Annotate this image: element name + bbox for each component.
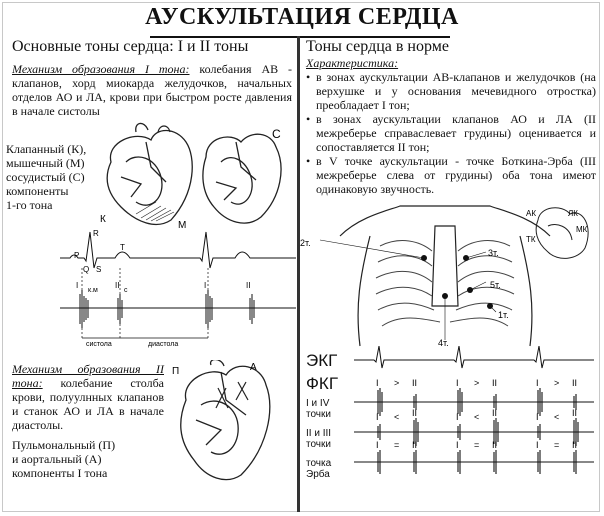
ecg-label-r: R	[93, 229, 99, 238]
component-item: 1-го тона	[6, 198, 53, 212]
tone-mark: I	[376, 440, 379, 450]
ecg-pcg-diagram	[60, 228, 296, 348]
tone-mark: I	[456, 378, 459, 388]
tone-mark: I	[376, 378, 379, 388]
tone-mark: I	[536, 378, 539, 388]
tone-mark: II	[492, 440, 498, 450]
heart2-label-p: П	[172, 366, 180, 377]
tone-mark: =	[394, 440, 400, 450]
heart-label-c: С	[272, 127, 281, 141]
characteristics-block	[306, 56, 596, 196]
phase-systole: систола	[86, 341, 112, 348]
tone-mark: I	[456, 440, 459, 450]
row-label-line: I и IV	[306, 398, 330, 409]
tone-mark: II	[572, 378, 578, 388]
tone-mark: II	[492, 378, 498, 388]
mechanism-1-paragraph	[12, 62, 292, 118]
component-item: компоненты	[6, 184, 69, 198]
row-label-line: точки	[306, 439, 331, 450]
components-2-list	[12, 438, 162, 480]
heart2-label-a: А	[250, 362, 257, 373]
pcg-label-tone1: I	[76, 281, 79, 290]
valve-label-ak: АК	[526, 209, 536, 218]
characteristic-item: • в зонах аускультации клапанов АО и ЛА (II межреберье справаслевает грудины) оценивается и сопоставляется II тон;	[306, 112, 596, 154]
tone-mark: >	[554, 378, 560, 388]
valve-label-lk: ЛК	[568, 209, 578, 218]
tone-mark: >	[394, 378, 400, 388]
characteristic-item: • в V точке аускультации - точке Боткина-Эрба (III межреберье слева от грудины) оба тона имеют одинаковую звучность.	[306, 154, 596, 196]
pcg-label-tone2: II	[115, 281, 120, 290]
component-item: и аортальный (А)	[12, 452, 102, 466]
component-item: компоненты I тона	[12, 466, 108, 480]
tone-mark: II	[572, 440, 578, 450]
point-label-1: 1т.	[498, 310, 509, 320]
tone-mark: <	[554, 412, 560, 422]
row-label-line: точка	[306, 458, 332, 469]
tone-mark: II	[412, 440, 418, 450]
characteristics-label: Характеристика:	[306, 56, 399, 70]
comparison-row-labels	[306, 350, 354, 486]
components-1-list	[6, 142, 96, 212]
row-label-line: Эрба	[306, 469, 330, 480]
tone-mark: II	[412, 378, 418, 388]
row-label-line: II и III	[306, 428, 332, 439]
mechanism-1-label: Механизм образования I тона:	[12, 62, 190, 76]
page-title: АУСКУЛЬТАЦИЯ СЕРДЦА	[145, 4, 459, 30]
ecg-label-s: S	[96, 265, 102, 274]
tone-mark: II	[412, 408, 418, 418]
ecg-label-t: T	[120, 243, 125, 252]
component-item: Клапанный (К),	[6, 142, 87, 156]
tone-mark: I	[536, 440, 539, 450]
mechanism-2-text: колебание столба крови, полуулнных клапанов и станок АО и ЛА в начале диастолы.	[12, 376, 164, 432]
valve-label-mk: МК	[576, 225, 588, 234]
tone-mark: <	[474, 412, 480, 422]
row-label-ecg: ЭКГ	[306, 351, 338, 370]
phase-diastole: диастола	[148, 341, 179, 348]
characteristic-item: • в зонах аускультации АВ-клапанов и желудочков (на верхушке и у основания мечевидного отростка) преобладает I тон;	[306, 70, 596, 112]
row-label-pcg: ФКГ	[306, 374, 339, 393]
mechanism-1-text: колебания АВ - клапанов, хорд миокарда желудочков, начальных отделов АО и ЛА, крови при быстром росте давления в начале систолы	[12, 62, 293, 118]
tone-mark: I	[536, 412, 539, 422]
point-label-2: 2т.	[300, 238, 311, 248]
heart-label-k: К	[100, 214, 106, 225]
tone-mark: I	[376, 412, 379, 422]
ecg-label-q: Q	[83, 265, 90, 274]
pcg-label-km: к.м	[88, 287, 98, 294]
tone-mark: <	[394, 412, 400, 422]
point-label-5: 5т.	[490, 280, 501, 290]
left-heading: Основные тоны сердца: I и II тоны	[12, 38, 249, 55]
row-label-points-2-3	[306, 426, 354, 456]
tone-mark: =	[474, 440, 480, 450]
chest-auscultation-diagram	[300, 196, 594, 348]
ecg-label-p: P	[74, 251, 80, 260]
right-heading: Тоны сердца в норме	[306, 38, 449, 55]
point-label-3: 3т.	[488, 248, 499, 258]
valve-label-tk: ТК	[526, 235, 536, 244]
tone-mark: =	[554, 440, 560, 450]
row-label-erb	[306, 456, 354, 486]
tone-mark: II	[572, 408, 578, 418]
mechanism-2-label: Механизм образования II тона:	[12, 362, 164, 390]
mechanism-2-paragraph	[12, 362, 164, 432]
heart-diagrams-1	[96, 122, 292, 232]
component-item: сосудистый (С)	[6, 170, 85, 184]
row-label-points-1-4	[306, 396, 354, 426]
tone-mark: I	[456, 412, 459, 422]
heart-diagram-2	[166, 360, 292, 490]
pcg-label-tone1b: I	[204, 281, 207, 290]
row-label-line: точки	[306, 409, 331, 420]
pcg-label-c: с	[124, 287, 128, 294]
component-item: Пульмональный (П)	[12, 438, 116, 452]
tone-mark: II	[492, 408, 498, 418]
heart-label-m: М	[178, 220, 187, 231]
component-item: мышечный (М)	[6, 156, 85, 170]
point-label-4: 4т.	[438, 338, 449, 348]
pcg-label-tone2b: II	[246, 281, 251, 290]
comparison-traces	[354, 346, 594, 496]
tone-mark: >	[474, 378, 480, 388]
